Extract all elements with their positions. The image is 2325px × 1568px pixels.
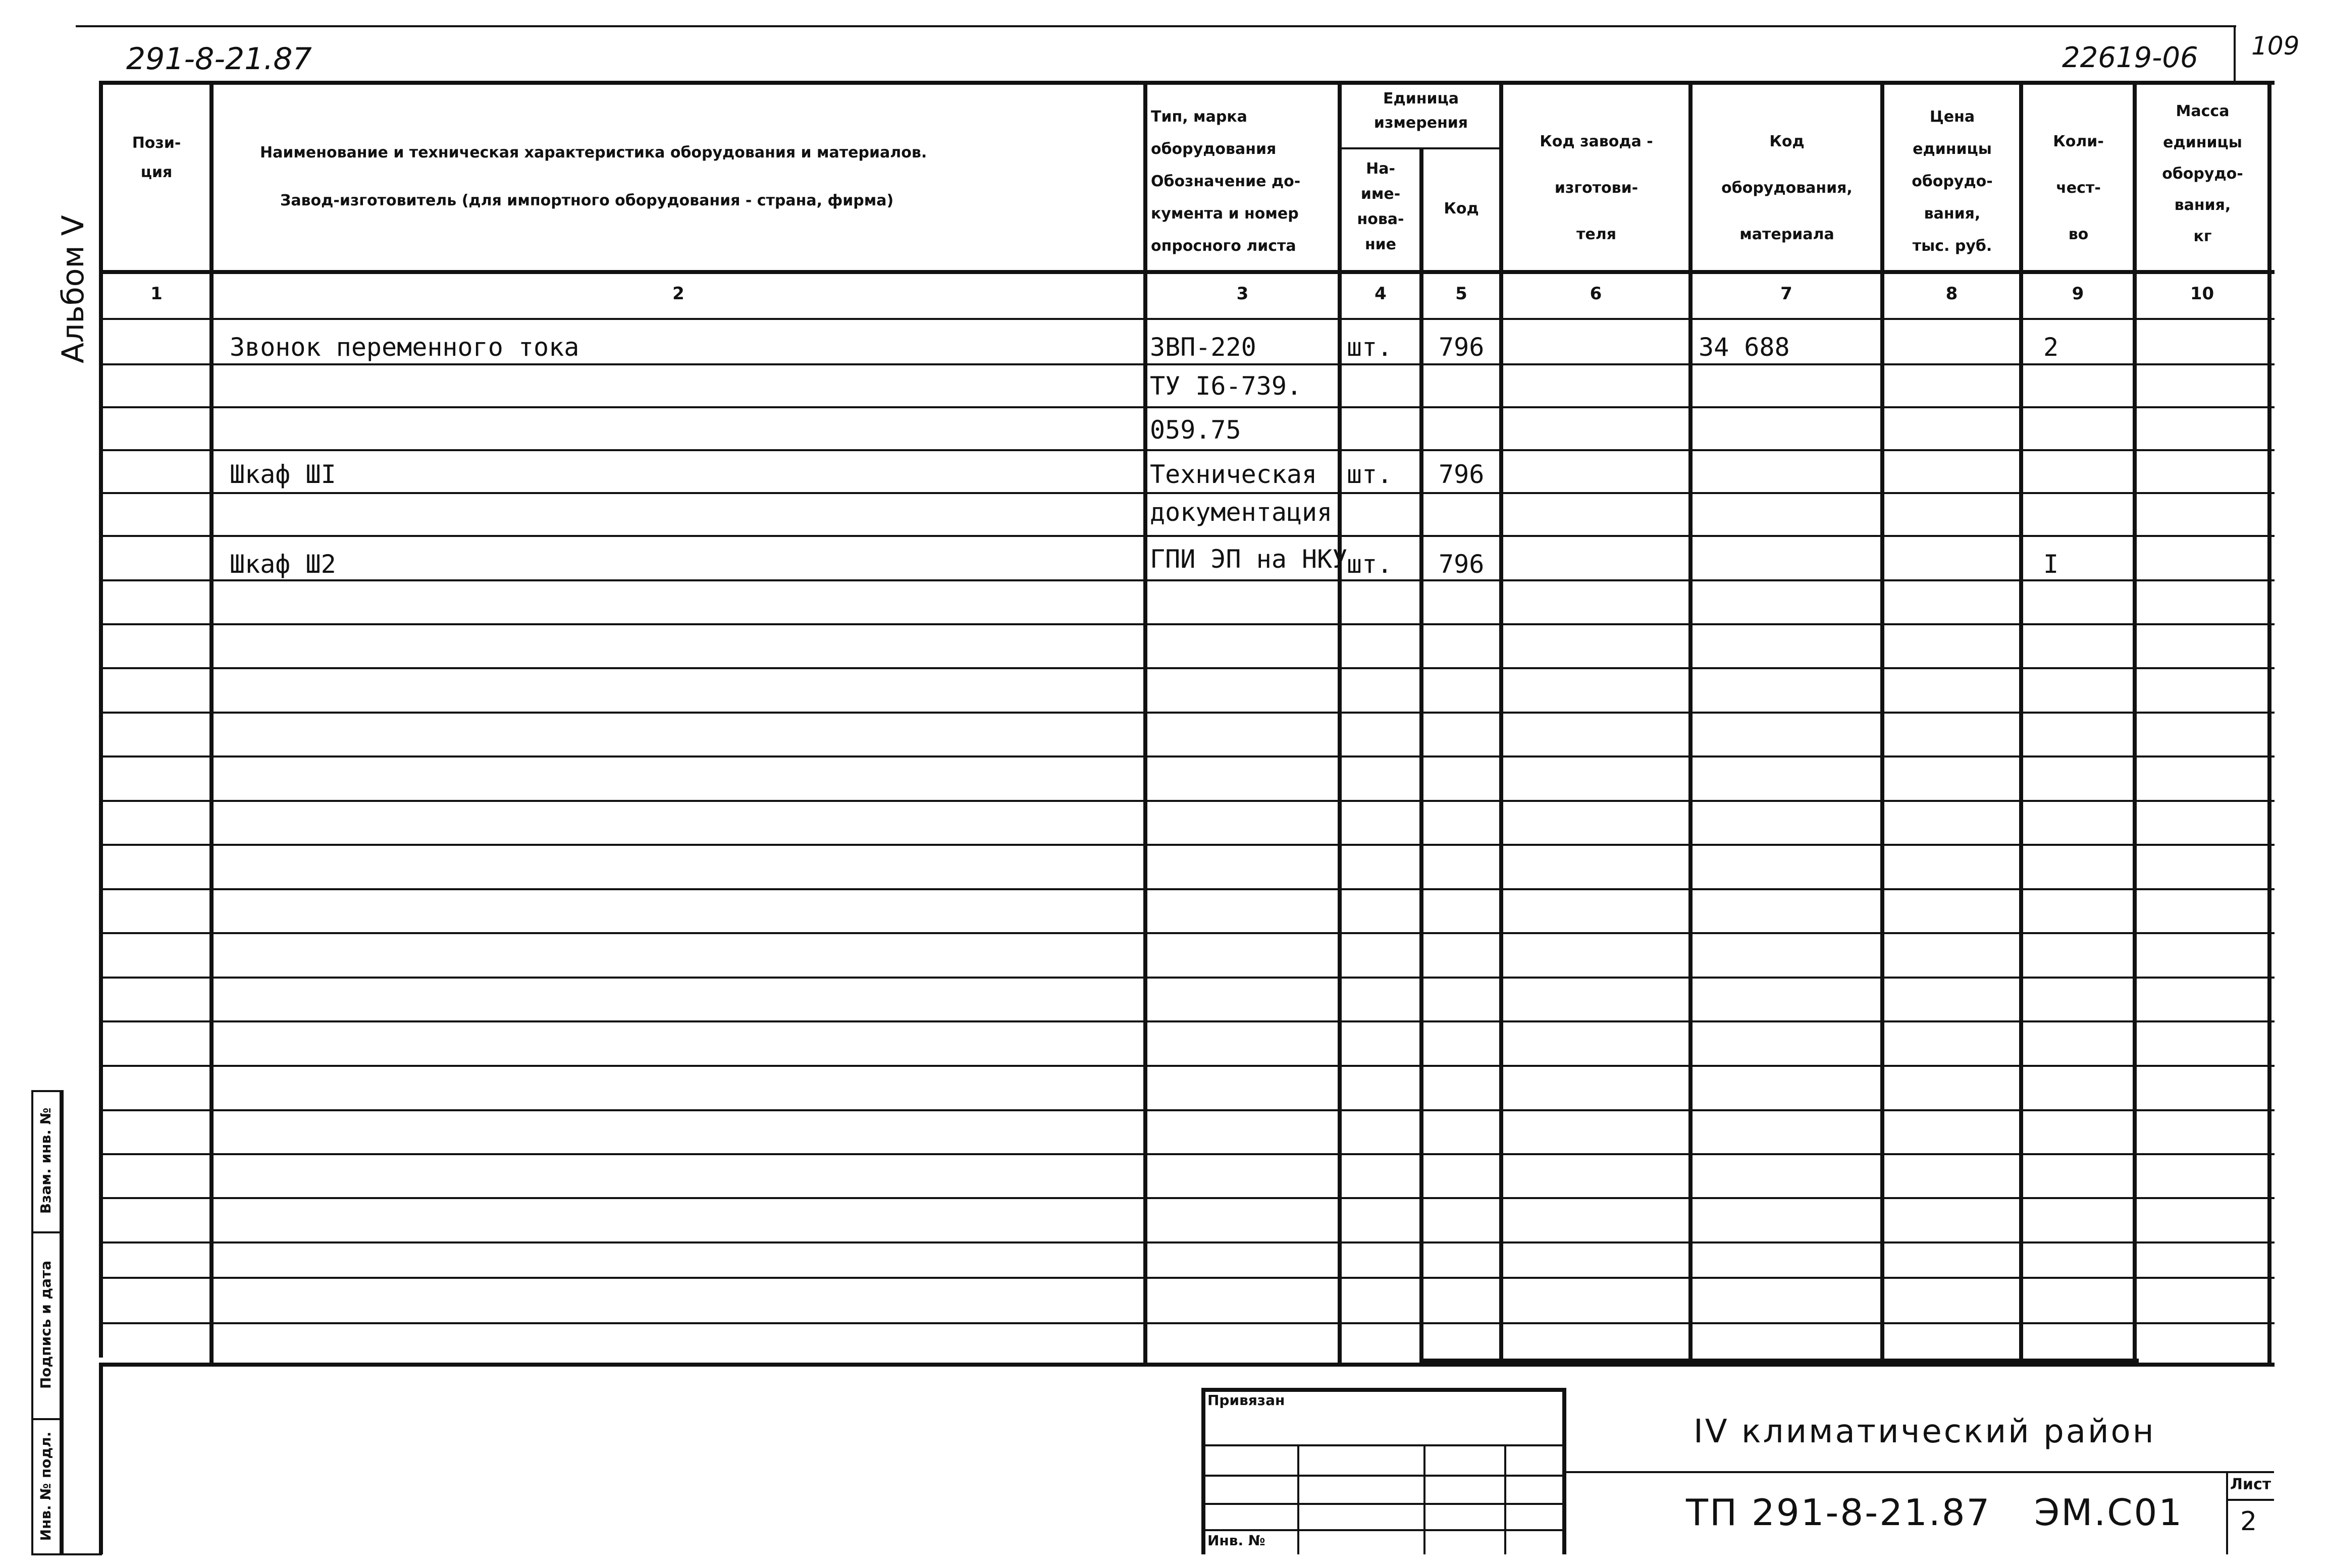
table-row-line: [99, 1065, 2275, 1067]
sheet-number: 2: [2240, 1506, 2257, 1537]
colnum-7: 7: [1780, 284, 1792, 304]
header-unit-code: Код: [1444, 200, 1479, 218]
row-6-name: Шкаф Ш2: [230, 550, 336, 579]
table-row-line: [99, 1109, 2275, 1111]
vline-right: [2267, 81, 2271, 1363]
table-row-line: [99, 623, 2275, 625]
title-block-left: [99, 1363, 103, 1554]
vline-left: [99, 81, 103, 1358]
attached-label: Привязан: [1207, 1392, 1285, 1409]
table-row-line: [99, 755, 2275, 758]
row-4-name: Шкаф ШI: [230, 460, 336, 489]
table-row-line: [99, 1241, 2275, 1243]
table-row-line: [99, 406, 2275, 408]
header-position: Пози- ция: [132, 134, 181, 181]
album-label: Альбом V: [56, 215, 91, 363]
row-1-material-code: 34 688: [1699, 333, 1790, 362]
table-row-line: [99, 932, 2275, 934]
attached-box-col-3: [1504, 1444, 1506, 1554]
table-row-line: [99, 667, 2275, 669]
table-row-line: [99, 1277, 2275, 1279]
table-row-line: [99, 1322, 2275, 1324]
attached-box-col-2: [1423, 1444, 1425, 1554]
title-block-top: [99, 1363, 2275, 1367]
colnum-2: 2: [672, 284, 684, 304]
colnum-3: 3: [1236, 284, 1249, 304]
colnum-8: 8: [1945, 284, 1958, 304]
table-row-line: [99, 363, 2275, 365]
table-row-line: [99, 1020, 2275, 1022]
colnum-6: 6: [1590, 284, 1602, 304]
climate-region: IV климатический район: [1694, 1413, 2156, 1450]
sheet-box-left: [2226, 1471, 2228, 1554]
row-4-type: Техническая: [1150, 460, 1317, 489]
vline-9: [2133, 81, 2137, 1363]
row-6-unit: шт.: [1347, 550, 1393, 579]
row-1-unit: шт.: [1347, 333, 1393, 362]
table-row-line: [99, 977, 2275, 979]
sheet-label: Лист: [2230, 1476, 2271, 1493]
table-row-line: [99, 579, 2275, 581]
colnum-10: 10: [2190, 284, 2214, 304]
row-1-qty: 2: [2043, 333, 2059, 362]
colnum-1: 1: [150, 284, 163, 304]
unit-group-split: [1338, 147, 1499, 149]
side-stamp-top: [31, 1090, 62, 1092]
vline-5: [1499, 81, 1503, 1363]
side-stamp-signature-date: Подпись и дата: [37, 1260, 54, 1389]
header-unit-group: Единица измерения: [1373, 90, 1468, 132]
header-quantity: Коли- чест- во: [2053, 133, 2104, 243]
table-row-line: [99, 800, 2275, 802]
header-type: Тип, марка оборудования Обозначение до- кумента и номер опросного листа: [1151, 108, 1301, 255]
vline-6: [1688, 81, 1693, 1363]
row-6-qty: I: [2043, 550, 2059, 579]
designation-top-line: [1562, 1471, 2274, 1473]
header-material-code: Код оборудования, материала: [1721, 133, 1853, 243]
header-unit-name: На- име- нова- ние: [1357, 160, 1404, 253]
attached-box-col-1: [1297, 1444, 1299, 1554]
attached-box-line-3: [1201, 1503, 1565, 1505]
side-stamp-sep-1: [31, 1231, 62, 1233]
row-1-type: ЗВП-220: [1150, 333, 1256, 362]
table-row-line: [99, 888, 2275, 890]
row-5-type: документация: [1150, 498, 1333, 527]
side-stamp-right-line: [60, 1090, 64, 1554]
doc-code-top-right: 22619-06: [2062, 41, 2198, 74]
colnum-9: 9: [2072, 284, 2084, 304]
colnum-5: 5: [1455, 284, 1467, 304]
row-1-name: Звонок переменного тока: [230, 333, 579, 362]
drawing-mark: ЭМ.С01: [2034, 1491, 2184, 1534]
doc-code-top-left: 291-8-21.87: [126, 41, 312, 77]
table-row-line: [99, 492, 2275, 494]
table-row-line: [99, 844, 2275, 846]
inv-label: Инв. №: [1207, 1532, 1265, 1549]
table-top-line: [99, 81, 2275, 85]
page-corner-number: 109: [2251, 31, 2300, 61]
header-bottom-line: [99, 270, 2275, 274]
vline-8: [2019, 81, 2023, 1363]
vline-4: [1419, 147, 1423, 1364]
row-4-unit: шт.: [1347, 460, 1393, 489]
vline-3: [1338, 81, 1342, 1363]
table-row-line: [99, 449, 2275, 451]
header-name: Наименование и техническая характеристика оборудования и материалов. Завод-изготовитель (для импортного оборудования - страна, фирма): [260, 144, 927, 209]
row-3-type: 059.75: [1150, 415, 1241, 445]
header-mass: Масса единицы оборудо- вания, кг: [2162, 102, 2243, 245]
vline-1: [209, 81, 214, 1363]
side-stamp-bottom: [31, 1553, 102, 1555]
sheet-box-mid: [2226, 1499, 2274, 1501]
vline-7: [1880, 81, 1884, 1363]
table-row-line: [99, 712, 2275, 714]
table-bottom-line: [1419, 1359, 2139, 1363]
colnum-4: 4: [1375, 284, 1387, 304]
colnum-bottom-line: [99, 318, 2275, 320]
table-row-line: [99, 1197, 2275, 1199]
table-row-line: [99, 535, 2275, 537]
row-6-unit-code: 796: [1439, 550, 1485, 579]
side-stamp-sep-2: [31, 1418, 62, 1420]
side-stamp-replacement-inv: Взам. инв. №: [37, 1107, 54, 1214]
attached-box-line-4: [1201, 1529, 1565, 1531]
attached-box-top: [1201, 1388, 1565, 1392]
header-price: Цена единицы оборудо- вания, тыс. руб.: [1912, 108, 1993, 255]
project-designation: ТП 291-8-21.87: [1686, 1491, 1991, 1534]
row-1-unit-code: 796: [1439, 333, 1485, 362]
side-stamp-original-inv: Инв. № подл.: [37, 1431, 54, 1541]
table-row-line: [99, 1153, 2275, 1155]
header-plant-code: Код завода - изготови- теля: [1540, 133, 1653, 243]
attached-box-line-2: [1201, 1475, 1565, 1477]
row-4-unit-code: 796: [1439, 460, 1485, 489]
attached-box-line-1: [1201, 1444, 1565, 1446]
side-stamp-left-line: [31, 1090, 33, 1554]
row-6-type: ГПИ ЭП на НКУ: [1150, 545, 1348, 574]
vline-2: [1143, 81, 1147, 1363]
row-2-type: ТУ I6-739.: [1150, 371, 1302, 401]
